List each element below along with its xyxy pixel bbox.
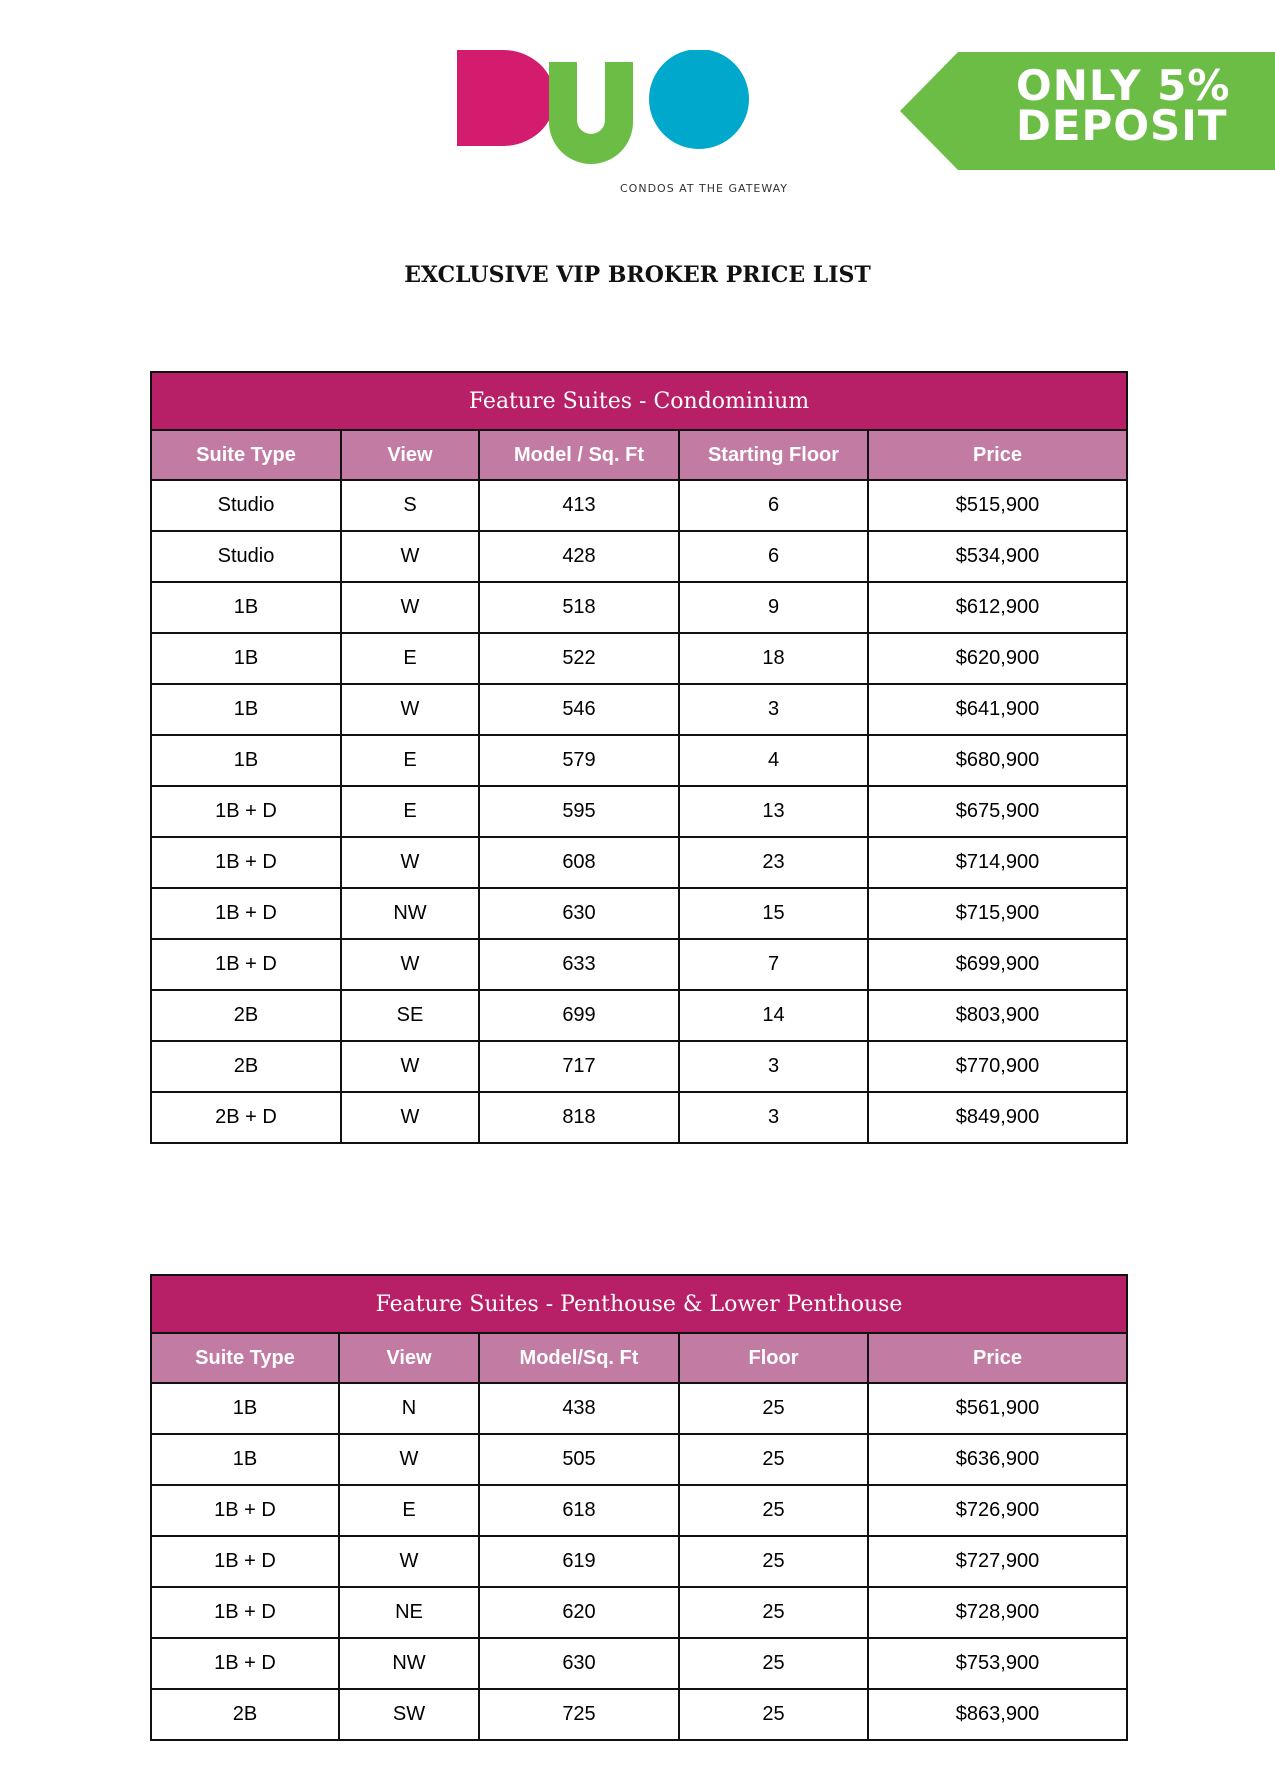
condo-cell: $849,900 (868, 1092, 1127, 1143)
condo-cell: $803,900 (868, 990, 1127, 1041)
condo-cell: 1B (151, 582, 341, 633)
condo-table-title: Feature Suites - Condominium (151, 372, 1127, 430)
condo-table-row (151, 480, 1127, 531)
condo-cell: $680,900 (868, 735, 1127, 786)
condo-cell: 1B (151, 633, 341, 684)
condo-cell: W (341, 1092, 479, 1143)
penthouse-cell: NE (339, 1587, 479, 1638)
condo-cell: 7 (679, 939, 868, 990)
condo-cell: 14 (679, 990, 868, 1041)
condo-cell: 6 (679, 480, 868, 531)
condo-cell: 595 (479, 786, 679, 837)
condo-cell: 3 (679, 1092, 868, 1143)
condo-cell: $699,900 (868, 939, 1127, 990)
condo-cell: Studio (151, 480, 341, 531)
condo-cell: 818 (479, 1092, 679, 1143)
penthouse-cell: 438 (479, 1383, 679, 1434)
condo-price-table (150, 371, 1128, 1144)
condo-cell: Studio (151, 531, 341, 582)
condo-cell: 717 (479, 1041, 679, 1092)
penthouse-header-cell: Price (868, 1333, 1127, 1383)
penthouse-header-cell: View (339, 1333, 479, 1383)
penthouse-cell: SW (339, 1689, 479, 1740)
condo-header-cell: View (341, 430, 479, 480)
penthouse-cell: $636,900 (868, 1434, 1127, 1485)
penthouse-table-row (151, 1383, 1127, 1434)
condo-cell: 522 (479, 633, 679, 684)
penthouse-cell: E (339, 1485, 479, 1536)
condo-cell: 2B (151, 990, 341, 1041)
penthouse-table-row (151, 1536, 1127, 1587)
duo-logo-mark (455, 50, 795, 180)
condo-table-row (151, 1092, 1127, 1143)
condo-cell: 13 (679, 786, 868, 837)
condo-header-cell: Suite Type (151, 430, 341, 480)
condo-table-row (151, 888, 1127, 939)
penthouse-header-cell: Floor (679, 1333, 868, 1383)
penthouse-table-row (151, 1638, 1127, 1689)
penthouse-header-cell: Model/Sq. Ft (479, 1333, 679, 1383)
condo-cell: 3 (679, 1041, 868, 1092)
condo-cell: W (341, 939, 479, 990)
condo-cell: 15 (679, 888, 868, 939)
penthouse-cell: 1B (151, 1434, 339, 1485)
penthouse-cell: 618 (479, 1485, 679, 1536)
penthouse-cell: 25 (679, 1638, 868, 1689)
condo-cell: 18 (679, 633, 868, 684)
page-title: EXCLUSIVE VIP BROKER PRICE LIST (404, 262, 871, 288)
penthouse-cell: 725 (479, 1689, 679, 1740)
condo-cell: 1B + D (151, 888, 341, 939)
condo-header-cell: Model / Sq. Ft (479, 430, 679, 480)
penthouse-cell: 2B (151, 1689, 339, 1740)
condo-cell: 518 (479, 582, 679, 633)
condo-cell: 633 (479, 939, 679, 990)
condo-table-row (151, 837, 1127, 888)
condo-cell: NW (341, 888, 479, 939)
condo-cell: 546 (479, 684, 679, 735)
penthouse-table-row (151, 1689, 1127, 1740)
penthouse-cell: 619 (479, 1536, 679, 1587)
penthouse-cell: 1B + D (151, 1536, 339, 1587)
penthouse-cell: W (339, 1536, 479, 1587)
condo-cell: $612,900 (868, 582, 1127, 633)
condo-table-row (151, 582, 1127, 633)
condo-header-cell: Starting Floor (679, 430, 868, 480)
penthouse-cell: 25 (679, 1689, 868, 1740)
condo-table-row (151, 531, 1127, 582)
penthouse-cell: 630 (479, 1638, 679, 1689)
badge-line-2: DEPOSIT (1016, 101, 1228, 150)
penthouse-cell: $863,900 (868, 1689, 1127, 1740)
condo-cell: 1B + D (151, 837, 341, 888)
badge-line-1: ONLY 5% (1016, 61, 1231, 110)
condo-cell: 23 (679, 837, 868, 888)
condo-cell: W (341, 684, 479, 735)
condo-header-cell: Price (868, 430, 1127, 480)
condo-table-row (151, 939, 1127, 990)
condo-table-row (151, 990, 1127, 1041)
condo-cell: 579 (479, 735, 679, 786)
condo-cell: W (341, 1041, 479, 1092)
condo-cell: $620,900 (868, 633, 1127, 684)
penthouse-cell: 25 (679, 1434, 868, 1485)
penthouse-cell: 25 (679, 1536, 868, 1587)
penthouse-cell: $727,900 (868, 1536, 1127, 1587)
condo-cell: $770,900 (868, 1041, 1127, 1092)
condo-table-row (151, 735, 1127, 786)
penthouse-cell: 620 (479, 1587, 679, 1638)
penthouse-cell: 1B + D (151, 1638, 339, 1689)
penthouse-cell: 1B + D (151, 1587, 339, 1638)
penthouse-cell: W (339, 1434, 479, 1485)
condo-table-row (151, 684, 1127, 735)
condo-cell: $515,900 (868, 480, 1127, 531)
penthouse-cell: $753,900 (868, 1638, 1127, 1689)
penthouse-cell: 25 (679, 1485, 868, 1536)
condo-table-row (151, 633, 1127, 684)
penthouse-cell: 25 (679, 1587, 868, 1638)
condo-cell: 2B + D (151, 1092, 341, 1143)
penthouse-table-row (151, 1485, 1127, 1536)
condo-cell: $641,900 (868, 684, 1127, 735)
condo-cell: W (341, 531, 479, 582)
condo-cell: 2B (151, 1041, 341, 1092)
condo-cell: $675,900 (868, 786, 1127, 837)
condo-cell: 1B + D (151, 939, 341, 990)
condo-cell: 608 (479, 837, 679, 888)
condo-cell: 6 (679, 531, 868, 582)
condo-cell: 1B + D (151, 786, 341, 837)
penthouse-table-row (151, 1587, 1127, 1638)
penthouse-cell: 1B (151, 1383, 339, 1434)
condo-cell: E (341, 786, 479, 837)
condo-cell: $714,900 (868, 837, 1127, 888)
condo-cell: 413 (479, 480, 679, 531)
condo-table-row (151, 1041, 1127, 1092)
penthouse-header-cell: Suite Type (151, 1333, 339, 1383)
condo-cell: E (341, 633, 479, 684)
penthouse-cell: $728,900 (868, 1587, 1127, 1638)
penthouse-cell: NW (339, 1638, 479, 1689)
condo-cell: 428 (479, 531, 679, 582)
penthouse-cell: 1B + D (151, 1485, 339, 1536)
condo-cell: S (341, 480, 479, 531)
condo-cell: $534,900 (868, 531, 1127, 582)
condo-cell: 1B (151, 735, 341, 786)
condo-cell: 630 (479, 888, 679, 939)
condo-cell: $715,900 (868, 888, 1127, 939)
penthouse-table-row (151, 1434, 1127, 1485)
penthouse-cell: N (339, 1383, 479, 1434)
penthouse-cell: 505 (479, 1434, 679, 1485)
condo-cell: 9 (679, 582, 868, 633)
penthouse-price-table (150, 1274, 1128, 1741)
duo-logo (455, 50, 795, 200)
condo-cell: 3 (679, 684, 868, 735)
condo-cell: 4 (679, 735, 868, 786)
condo-cell: 1B (151, 684, 341, 735)
penthouse-cell: $561,900 (868, 1383, 1127, 1434)
penthouse-cell: $726,900 (868, 1485, 1127, 1536)
deposit-badge (900, 52, 1275, 170)
logo-tagline: CONDOS AT THE GATEWAY (620, 182, 789, 195)
condo-cell: E (341, 735, 479, 786)
condo-cell: W (341, 837, 479, 888)
condo-cell: 699 (479, 990, 679, 1041)
condo-cell: W (341, 582, 479, 633)
condo-table-row (151, 786, 1127, 837)
condo-cell: SE (341, 990, 479, 1041)
penthouse-cell: 25 (679, 1383, 868, 1434)
penthouse-table-title: Feature Suites - Penthouse & Lower Penthouse (151, 1275, 1127, 1333)
